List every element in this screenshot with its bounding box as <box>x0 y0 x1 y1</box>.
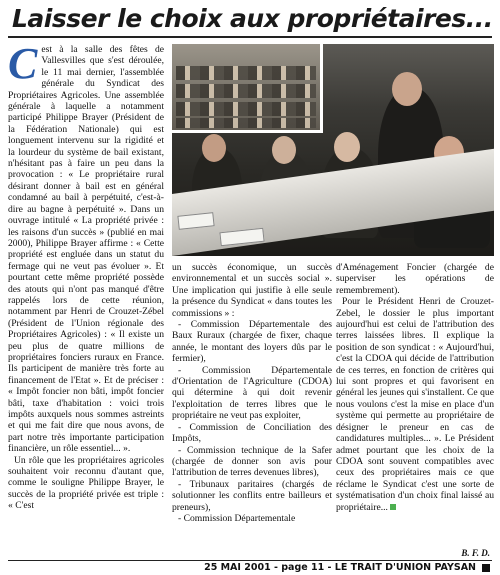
footer-text: 25 MAI 2001 - page 11 - LE TRAIT D'UNION PAYSAN <box>204 562 476 573</box>
list-item: - Commission de Conciliation des Impôts, <box>172 421 332 445</box>
column-1 <box>8 44 164 544</box>
page-footer <box>8 560 492 575</box>
column-4 <box>336 262 494 562</box>
paragraph: Un rôle que les propriétaires agricoles souhaitent voir reconnu d'autant que, comme le souligne Philippe Brayer, le succès de la propriété privée est triple : « C'est <box>8 454 164 512</box>
paragraph: un succès économique, un succès environnemental et un succès social ». Une implication qui justifie à elle seule la présence du Syndicat « dans toutes les commissions » : <box>172 262 332 319</box>
list-item: - Commission Départementale d'Orientation de l'Agriculture (CDOA) qui détermine à qui doit revenir l'exploitation de terres libres que le propriétaire ne veut pas exploiter, <box>172 364 332 422</box>
headline-divider <box>8 36 492 38</box>
list-item: - Tribunaux paritaires (chargés de solutionner les conflits entre bailleurs et preneurs), <box>172 478 332 513</box>
article-headline: Laisser le choix aux propriétaires... <box>12 4 493 33</box>
meeting-photo <box>172 44 494 256</box>
column-3 <box>172 262 332 562</box>
list-item: - Commission Départementale des Baux Ruraux (chargée de fixer, chaque année, le montant des loyers dûs par le fermier), <box>172 319 332 365</box>
audience-inset-photo <box>172 44 323 133</box>
dropcap: C <box>8 44 38 88</box>
paragraph <box>336 296 494 513</box>
footer-square-marker <box>482 564 490 572</box>
list-item: - Commission Départementale <box>178 512 296 524</box>
author-signature: B. F. D. <box>461 548 490 558</box>
paragraph: est à la salle des fêtes de Vallesvilles que s'est déroulée, le 11 mai dernier, l'assemblée générale du Syndicat des Propriétaires Agricoles. Une assemblée générale à laquelle a notamment participé Philippe Brayer (Président de la Fédération Nationale) qui est longuement intervenu sur la rigidité et la lourdeur du système de bail existant, n'hésitant pas à faire un peu dans la provocation : « Le propriétaire rural désirant donner à bail est en général condamné au bail à perpétuité, c'est-à-dire au bagne à perpétuité ». Dans un ouvrage intitulé « La propriété privée : les raisons d'un succès » (publié en mai 2000), Philippe Brayer affirme : « Cette propriété est engluée dans un statut du fermage qui ne veut pas évoluer ». Et pourtant cette même propriété possède des atouts qui n'ont pas manqué d'être rappelés lors de cette réunion, notamment par Henri de Crouzet-Zébel (Président de l'Union régionale des Propriétaires Agricoles) : « Il existe un peu plus de quatre millions de propriétaires fonciers ruraux en France. Ils participent de manière très forte au financement de l'Etat ». Et de préciser : « Impôt foncier non bâti, impôt foncier bâti, taxe d'habitation : voici trois impôts auxquels nous sommes astreints et qui me fait dire que nous avons, de part notre très importante participation financière, un rôle essentiel... ». <box>8 44 164 455</box>
paragraph-text: Pour le Président Henri de Crouzet-Zebel, le dossier le plus important aujourd'hui est celui de l'attribution des terres laissées libres. Il explique la position de son syndicat : « Aujourd'hui, c'est la CDOA qui décide de l'attribution de ces terres, en fonction de critères qui lui sont propres et qui favorisent en général les jeunes qui s'installent. Ce que nous voulons c'est la mise en place d'un système qui permette au propriétaire de désigner le preneur en cas de candidatures multiples... ». Le Président admet pourtant que les choix de la CDOA sont souvent compatibles avec ceux des propriétaires mais ce que réclame le Syndicat c'est une sorte de systématisation d'un choix final laissé au propriétaire... <box>336 296 494 513</box>
list-item: - Commission technique de la Safer (chargée de donner son avis pour l'attribution de terres devenues libres), <box>172 444 332 479</box>
end-of-article-marker <box>390 504 396 510</box>
paragraph: d'Aménagement Foncier (chargée de superviser les opérations de remembrement). <box>336 262 494 296</box>
